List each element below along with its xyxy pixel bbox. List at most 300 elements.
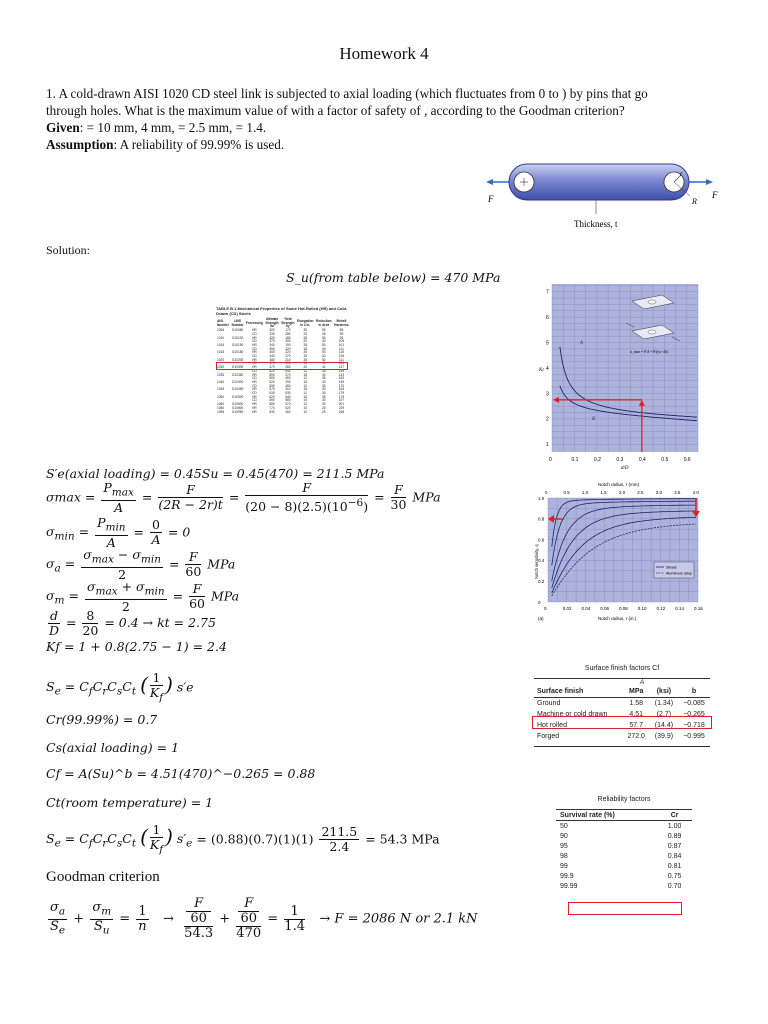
surface-finish-header-row	[534, 686, 710, 698]
kt-x-tick-label: 0.4	[638, 457, 646, 463]
table-b1-cell: 420	[285, 405, 291, 410]
q-panel-label: (a)	[538, 616, 544, 621]
eq-sigma-max-eq3: =	[374, 489, 389, 505]
table-b1-cell: 370	[285, 402, 291, 407]
q-x-tick-label: 0.04	[581, 606, 591, 611]
table-b1-cell: 1010	[217, 335, 225, 340]
surface-finish-cell: (39.9)	[654, 733, 674, 740]
kt-chart-y-ticks	[546, 289, 549, 448]
kt-y-tick-label: 4	[546, 365, 549, 372]
q-xlabel: Notch radius, r (in.)	[598, 616, 637, 621]
table-b1-cell: 25	[322, 409, 326, 414]
table-b1-highlight	[216, 362, 348, 370]
goodman-heading: Goodman criterion	[46, 869, 160, 885]
q-top-tick-label: 3.0	[655, 490, 662, 495]
table-b1-cell: 30	[303, 328, 307, 333]
table-b1-cell: 1080	[217, 405, 225, 410]
q-top-ticks	[545, 490, 699, 495]
surface-finish-row	[534, 731, 710, 742]
surface-finish-cell: 1.58	[629, 700, 644, 707]
table-b1-cell: 320	[269, 335, 275, 340]
radius-label: R	[692, 197, 697, 206]
table-b1-cell: G10180	[231, 350, 244, 355]
table-b1-cell: 570	[269, 387, 275, 392]
eq-sigma-max-unit: MPa	[412, 489, 441, 505]
table-b1-cell: 220	[285, 350, 291, 355]
table-b1-cell: 40	[322, 372, 326, 377]
eq-goodman-result: → F = 2086 N or 2.1 kN	[319, 911, 478, 927]
kt-curve-b-label: B	[592, 417, 596, 422]
eq-se-numeric-factors: = (0.88)(0.7)(1)(1)	[196, 831, 314, 847]
kt-curve-a-label: A	[580, 341, 584, 346]
table-b1-cell: 580	[285, 398, 291, 403]
reliability-row	[556, 841, 692, 851]
svg-text:r: r	[680, 170, 683, 178]
table-b1-cell: 25	[303, 357, 307, 362]
table-b1-cell: 520	[269, 368, 275, 373]
q-chart	[528, 479, 708, 625]
q-x-tick-label: 0.02	[562, 606, 572, 611]
table-b1-title: TABLE B.1 Mechanical Properties of Some Hot-Rolled (HR) and Cold-Drawn (CD) Steels	[216, 306, 348, 316]
table-b1-cell: 470	[269, 365, 275, 370]
eq-se-numeric: $S_e = C_fC_rC_sC_t$ ( $\frac{1}{K_f}$ ) $s'_e = (0.88)(0.7)(1)(1)$ $\frac{211.5}{2.4}$ = 54.3 MPa	[46, 822, 440, 856]
table-b1-cell: 20	[303, 339, 307, 344]
q-y-tick-label: 1.0	[538, 495, 545, 501]
table-b1-cell: HR	[252, 365, 257, 370]
reliability-cell: 1.00	[667, 822, 682, 830]
table-b1-cell: 35	[322, 391, 326, 396]
table-b1-cell: 30	[322, 398, 326, 403]
surface-finish-cell: −0.718	[683, 722, 705, 729]
table-b1-cell: 1006	[217, 328, 225, 333]
table-b1-cell: 149	[338, 368, 345, 373]
table-b1-cell: 12	[303, 402, 307, 407]
table-b1-cell: 10	[303, 398, 307, 403]
assumption-label: Assumption	[46, 137, 114, 152]
kt-y-tick-label: 5	[546, 340, 549, 347]
reliability-cell: 0.89	[667, 832, 682, 840]
table-b1-cell: 550	[269, 376, 275, 381]
table-b1-cell: 1040	[217, 379, 225, 384]
table-b1-cell: 1030	[217, 365, 225, 370]
reliability-table	[556, 796, 692, 891]
table-b1-cell: 95	[339, 335, 344, 340]
table-b1-cell: 179	[338, 391, 345, 396]
table-b1-cell: 40	[322, 354, 326, 359]
table-b1-cell: HR	[252, 328, 257, 333]
table-b1-cell: 190	[285, 342, 291, 347]
table-b1-cell: 530	[285, 391, 291, 396]
table-b1-cell: 830	[269, 409, 275, 414]
table-b1-cell: 180	[285, 335, 291, 340]
reliability-title: Reliability factors	[597, 796, 651, 803]
table-b1-cell: G10600	[231, 402, 244, 407]
force-label-right: F	[712, 190, 718, 200]
kt-ylabel: Kt	[539, 368, 544, 373]
table-b1-cell: 101	[338, 342, 345, 347]
surface-finish-cell: (2.7)	[656, 711, 672, 718]
table-b1-cell: 460	[285, 376, 291, 381]
reliability-cell: 99.99	[560, 882, 578, 890]
table-b1-cell: 20	[303, 365, 307, 370]
surface-finish-header-cell: (ksi)	[656, 688, 672, 695]
eq-cr: Cr(99.99%) = 0.7	[46, 712, 158, 727]
table-b1-header-cell: Processing	[245, 320, 263, 325]
table-b1-header-cell: Elongation in 2 in.	[297, 318, 314, 327]
table-b1-cell: 770	[269, 405, 275, 410]
table-b1-cell: HR	[252, 387, 257, 392]
table-b1-cell: 1018	[217, 350, 225, 355]
eq-se-numeric-result: = 54.3 MPa	[365, 831, 440, 847]
table-b1-cell: 197	[338, 398, 345, 403]
table-b1-cell: HR	[252, 394, 257, 399]
problem-statement	[46, 85, 736, 153]
table-b1-cell: 229	[338, 405, 345, 410]
eq-sigma-max-lhs: σmax =	[46, 489, 96, 505]
table-b1-cell: G10400	[231, 379, 244, 384]
page-title: Homework 4	[339, 44, 429, 63]
reliability-cell: 0.87	[667, 842, 682, 850]
reliability-header-cell: Cr	[670, 811, 679, 819]
eq-sigma-a: $\sigma_a$ = $\frac{\sigma_{max} - \sigma_{min}}{2}$ = $\frac{F}{60}$ MPa	[46, 547, 236, 582]
table-b1-cell: 42	[322, 365, 326, 370]
table-b1-cell: 380	[269, 357, 275, 362]
reliability-row	[556, 831, 692, 841]
table-b1-cell: 1015	[217, 342, 225, 347]
kt-y-tick-label: 6	[546, 314, 549, 321]
table-b1-cell: 340	[285, 394, 291, 399]
table-b1-cell: 16	[303, 387, 307, 392]
q-legend	[654, 562, 694, 578]
reliability-cell: 0.75	[667, 872, 682, 880]
table-b1-cell: 18	[303, 372, 307, 377]
table-b1-cell: 20	[303, 331, 307, 336]
eq-d-over-D: $\frac{d}{D}$ = $\frac{8}{20}$ = 0.4 → kt = 2.75	[48, 608, 216, 638]
table-b1-cell: HR	[252, 402, 257, 407]
table-b1-cell: 520	[269, 379, 275, 384]
table-b1-cell: CD	[252, 361, 257, 366]
surface-finish-cell: (1.34)	[654, 700, 674, 707]
table-b1-cell: HR	[252, 335, 257, 340]
table-b1-cell: CD	[252, 398, 257, 403]
table-b1-cell: CD	[252, 368, 257, 373]
reliability-cell: 0.70	[667, 882, 682, 890]
table-b1-cell: G10300	[231, 365, 244, 370]
table-b1-cell: 12	[303, 383, 307, 388]
table-b1-cell: 170	[285, 328, 291, 333]
table-b1-header-cell: AISI Number	[217, 318, 230, 327]
q-top-tick-label: 1.0	[581, 490, 589, 495]
table-b1-cell: HR	[252, 350, 257, 355]
table-b1-cell: 50	[322, 350, 326, 355]
table-b1-cell: HR	[252, 379, 257, 384]
table-b1-cell: CD	[252, 383, 257, 388]
surface-finish-header-cell: b	[691, 688, 697, 695]
eq-se-prime: S′e(axial loading) = 0.45Su = 0.45(470) = 211.5 MPa	[46, 466, 385, 481]
table-b1-cell: 400	[269, 350, 275, 355]
kt-x-tick-label: 0	[549, 457, 552, 463]
assumption-line	[46, 136, 736, 153]
eq-se-definition: $S_e = C_fC_rC_sC_t$ ( $\frac{1}{K_f}$ ) s′e	[46, 670, 194, 704]
kt-x-tick-label: 0.2	[593, 457, 601, 463]
q-x-tick-label: 0.12	[656, 606, 666, 611]
reliability-cell: 95	[560, 842, 568, 850]
reliability-cell: 99.9	[560, 872, 574, 880]
q-y-tick-label: 0.8	[538, 516, 545, 522]
q-x-tick-label: 0.16	[694, 606, 703, 611]
table-b1-cell: 35	[322, 394, 326, 399]
table-b1-cell: 270	[285, 372, 291, 377]
reliability-cell: 0.81	[667, 862, 682, 870]
table-b1-cell: G10800	[231, 405, 244, 410]
eq-sigma-m-unit: MPa	[210, 588, 240, 604]
reliability-row	[556, 881, 692, 891]
table-b1-cell: 370	[269, 339, 275, 344]
given-text: : = 10 mm, 4 mm, = 2.5 mm, = 1.4.	[79, 120, 267, 135]
surface-finish-cell: 57.7	[629, 722, 644, 729]
table-b1-cell: 500	[269, 372, 275, 377]
table-b1-cell: 10	[303, 405, 307, 410]
q-x-tick-label: 0.06	[600, 606, 610, 611]
surface-finish-cell: 272.0	[627, 733, 645, 740]
kt-y-tick-label: 1	[546, 442, 549, 449]
eq-sigma-max-eq2: =	[228, 489, 244, 505]
eq-sigma-m: $\sigma_m$ = $\frac{\sigma_{max} + \sigma_{min}}{2}$ = $\frac{F}{60}$ MPa	[46, 579, 240, 614]
table-b1-cell: CD	[252, 376, 257, 381]
reliability-row	[556, 851, 692, 861]
table-b1-cell: 170	[338, 383, 345, 388]
table-b1-cell: 45	[322, 331, 326, 336]
table-b1-cell: 126	[338, 354, 345, 359]
surface-finish-cell: −0.995	[683, 733, 705, 740]
table-b1-cell: 30	[322, 402, 326, 407]
reliability-body	[556, 821, 692, 892]
kt-x-tick-label: 0.6	[683, 457, 691, 463]
table-b1-cell: 12	[303, 376, 307, 381]
given-label: Given	[46, 120, 80, 135]
table-b1-cell: 179	[338, 394, 345, 399]
table-b1-cell: 300	[269, 328, 275, 333]
surface-finish-cell: Ground	[537, 700, 561, 707]
reliability-header-row	[556, 810, 692, 821]
reliability-cell: 99	[560, 862, 568, 870]
table-b1-cell: 260	[285, 365, 291, 370]
table-b1-cell: 1035	[217, 372, 225, 377]
table-b1-cell: HR	[252, 372, 257, 377]
table-b1-cell: G10950	[231, 409, 244, 414]
kt-y-tick-label: 3	[546, 391, 549, 398]
q-y-tick-label: 0.2	[538, 579, 545, 584]
table-b1-cell: 25	[303, 350, 307, 355]
table-b1-cell: 35	[322, 368, 326, 373]
table-b1-cell: 1050	[217, 394, 225, 399]
table-b1-cell: G10200	[231, 357, 244, 362]
reliability-cell: 50	[560, 822, 568, 830]
table-b1-cell: HR	[252, 357, 257, 362]
table-b1-cell: 280	[285, 331, 291, 336]
table-b1-cell: 163	[338, 376, 345, 381]
q-top-tick-label: 2.0	[618, 490, 626, 495]
table-b1-cell: 440	[285, 368, 291, 373]
table-b1-row	[216, 411, 350, 415]
table-b1-cell: 630	[269, 391, 275, 396]
table-b1-cell: 300	[285, 339, 291, 344]
table-b1-cell: HR	[252, 342, 257, 347]
table-b1-cell: 105	[338, 339, 345, 344]
table-b1-header-cell: UNS Number	[231, 318, 244, 327]
surface-finish-header-cell: Surface finish	[537, 688, 584, 695]
table-b1-cell: 111	[339, 357, 344, 362]
table-b1-cell: 15	[303, 361, 307, 366]
solution-label: Solution:	[46, 243, 91, 257]
table-b1-cell: 690	[269, 398, 275, 403]
table-b1-cell: 320	[285, 346, 291, 351]
table-b1-cell: G10350	[231, 372, 244, 377]
q-y-tick-label: 0	[538, 599, 541, 605]
q-chart-y-ticks	[538, 496, 545, 605]
table-b1-cell: HR	[252, 409, 257, 414]
table-b1-header-cell: Ultimate Strength Su	[265, 317, 279, 329]
q-x-tick-label: 0.14	[675, 606, 685, 611]
table-b1-cell: 111	[339, 346, 344, 351]
table-b1-cell: G10150	[231, 342, 244, 347]
q-top-tick-label: 0	[545, 490, 548, 495]
table-b1-cell: 10	[303, 409, 307, 414]
assumption-text: : A reliability of 99.99% is used.	[113, 137, 285, 152]
table-b1-cell: CD	[252, 339, 257, 344]
eq-sigma-max-eq1: =	[141, 489, 157, 505]
q-x-tick-label: 0	[544, 606, 547, 611]
table-b1-cell: 50	[322, 342, 326, 347]
kt-chart-x-ticks	[549, 457, 691, 463]
table-b1-cell: 28	[303, 342, 307, 347]
eq-sigma-min: $\sigma_{min}$ = $\frac{P_{min}}{A}$ = $\frac{0}{A}$ = 0	[46, 515, 191, 550]
surface-finish-table	[534, 665, 710, 747]
table-b1-cell: 470	[269, 361, 275, 366]
table-b1-cell: 95	[339, 331, 344, 336]
table-b1-cell: 35	[322, 383, 326, 388]
table-b1-cell: 1060	[217, 402, 225, 407]
table-b1-cell: 163	[338, 387, 345, 392]
problem-line-1: 1. A cold-drawn AISI 1020 CD steel link is subjected to axial loading (which fluctuates from 0 to ) by pins that go	[46, 86, 648, 101]
table-b1-cell: HR	[252, 405, 257, 410]
table-b1-cell: 18	[303, 379, 307, 384]
table-b1-cell: 40	[322, 339, 326, 344]
table-b1-cell: G10060	[231, 328, 244, 333]
table-b1-cell: 210	[285, 357, 291, 362]
table-b1-cell: 18	[303, 346, 307, 351]
table-b1-cell: 86	[339, 328, 344, 333]
eq-d-over-D-result: = 0.4 → kt = 2.75	[104, 615, 216, 630]
eq-se-definition-tail: s′e	[176, 679, 194, 695]
table-b1-cell: 310	[285, 387, 291, 392]
link-body	[509, 164, 689, 200]
table-b1-cell: 201	[338, 402, 345, 407]
eq-sigma-a-unit: MPa	[207, 556, 236, 572]
surface-finish-cell: Hot rolled	[537, 722, 567, 729]
surface-finish-group-header: A	[639, 679, 645, 686]
table-b1-cell: 12	[303, 368, 307, 373]
eq-sigma-max: σmax = $\frac{P_{max}}{A}$ = $\frac{F}{(2R - 2r)t}$ = $\frac{F}{(20 - 8)(2.5)(10^{-6})}$ = $\frac{F}{30}$ MPa	[46, 480, 441, 515]
surface-finish-cell: Forged	[537, 733, 560, 740]
kt-y-tick-label: 7	[546, 289, 549, 296]
q-top-tick-label: 0.5	[563, 490, 570, 495]
surface-finish-highlight	[532, 716, 712, 729]
table-b1-cell: 1045	[217, 387, 225, 392]
table-b1-header-cell: Yield Strength Sy	[281, 317, 295, 329]
surface-finish-cell: −0.085	[683, 700, 705, 707]
q-y-tick-label: 0.6	[538, 537, 545, 543]
reliability-cell: 98	[560, 852, 568, 860]
table-b1-cell: 390	[285, 361, 291, 366]
given-line	[46, 119, 736, 136]
table-b1-header-cell: Brinell Hardness	[334, 318, 349, 327]
reliability-cell: 0.84	[667, 852, 682, 860]
q-legend-aluminum: Aluminum alloy	[666, 571, 692, 576]
eq-kf: Kf = 1 + 0.8(2.75 − 1) = 2.4	[46, 639, 227, 654]
table-b1-cell: 330	[269, 331, 275, 336]
table-b1-cell: 390	[269, 346, 275, 351]
table-b1-cell: 40	[322, 379, 326, 384]
reliability-header-cell: Survival rate (%)	[560, 811, 615, 819]
q-x-tick-label: 0.10	[637, 606, 647, 611]
reliability-row	[556, 821, 692, 832]
thickness-label: Thickness, t	[574, 219, 618, 229]
reliability-cell: 90	[560, 832, 568, 840]
table-b1-cell: G10100	[231, 335, 244, 340]
table-b1-cell: 25	[322, 405, 326, 410]
table-b1-cell: 55	[322, 328, 326, 333]
eq-sigma-min-result: = 0	[167, 524, 191, 540]
right-arrow-head	[706, 179, 713, 185]
q-top-label: Notch radius, r (mm)	[598, 482, 640, 487]
table-b1-cell: 149	[338, 379, 345, 384]
table-b1-cell: 143	[338, 372, 345, 377]
surface-finish-row	[534, 698, 710, 710]
reliability-row	[556, 861, 692, 871]
q-top-tick-label: 3.5	[674, 490, 681, 495]
table-b1-cell: 137	[338, 365, 345, 370]
table-b1-cell: 50	[322, 357, 326, 362]
eq-cf: Cf = A(Su)^b = 4.51(470)^−0.265 = 0.88	[46, 766, 316, 781]
q-y-tick-label: 0.4	[538, 558, 545, 564]
kt-x-tick-label: 0.1	[571, 457, 579, 463]
q-chart-x-ticks	[544, 606, 703, 611]
table-b1-cell: 50	[322, 335, 326, 340]
table-b1-cell: 1095	[217, 409, 225, 414]
surface-finish-title: Surface finish factors Cf	[584, 665, 660, 672]
kt-x-tick-label: 0.3	[616, 457, 624, 463]
table-b1-cell: 590	[269, 383, 275, 388]
kt-inset-formula: σ_nom = P/A = P/((w−d)t)	[630, 350, 669, 354]
reliability-row	[556, 871, 692, 881]
table-b1-cell: 1020	[217, 357, 225, 362]
table-b1-cell: 620	[269, 394, 275, 399]
table-b1-cell: 340	[269, 342, 275, 347]
table-b1-cell: CD	[252, 391, 257, 396]
table-b1-header-cell: Reduction in Area	[316, 318, 332, 327]
q-top-tick-label: 2.5	[637, 490, 644, 495]
q-ylabel: Notch sensitivity, q	[534, 544, 539, 579]
table-b1-body	[216, 329, 350, 414]
table-b1-cell: G10450	[231, 387, 244, 392]
force-label-left: F	[488, 194, 494, 204]
problem-line-2: through holes. What is the maximum value of with a factor of safety of , according to the Goodman criterion?	[46, 103, 625, 118]
surface-finish-cell: (14.4)	[654, 722, 674, 729]
reliability-highlight	[568, 902, 682, 915]
su-equation: S_u(from table below) = 470 MPa	[286, 270, 501, 285]
table-b1-cell: 440	[269, 354, 275, 359]
